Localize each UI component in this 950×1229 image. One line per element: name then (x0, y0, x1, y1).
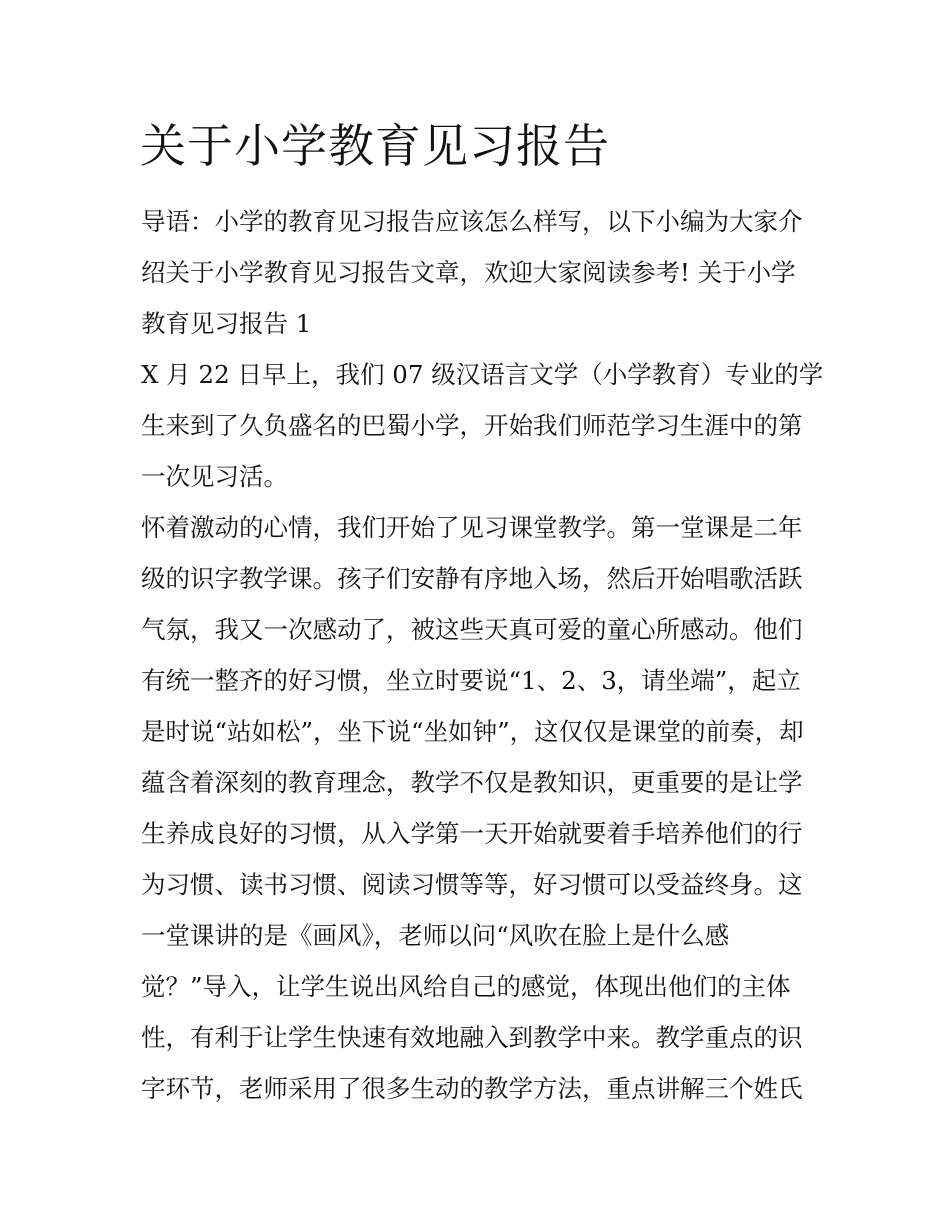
body-line: 一堂课讲的是《画风》，老师以问“风吹在脸上是什么感 (141, 921, 730, 950)
body-line: 绍关于小学教育见习报告文章，欢迎大家阅读参考! 关于小学 (141, 258, 796, 287)
body-line: 怀着激动的心情，我们开始了见习课堂教学。第一堂课是二年 (141, 513, 803, 542)
body-line: 气氛，我又一次感动了，被这些天真可爱的童心所感动。他们 (141, 615, 803, 644)
body-line: 为习惯、读书习惯、阅读习惯等等，好习惯可以受益终身。这 (141, 870, 803, 899)
body-line: 字环节，老师采用了很多生动的教学方法，重点讲解三个姓氏 (141, 1074, 803, 1103)
body-line: 生来到了久负盛名的巴蜀小学，开始我们师范学习生涯中的第 (141, 411, 803, 440)
body-line: 性，有利于让学生快速有效地融入到教学中来。教学重点的识 (141, 1023, 803, 1052)
document-title: 关于小学教育见习报告 (140, 119, 610, 173)
body-line: 蕴含着深刻的教育理念，教学不仅是教知识，更重要的是让学 (141, 768, 803, 797)
body-line: 教育见习报告 1 (141, 309, 312, 338)
body-line: 是时说“站如松”，坐下说“坐如钟”，这仅仅是课堂的前奏，却 (141, 717, 804, 746)
body-line: 有统一整齐的好习惯，坐立时要说“1、2、3，请坐端”，起立 (141, 666, 801, 695)
body-line: 生养成良好的习惯，从入学第一天开始就要着手培养他们的行 (141, 819, 803, 848)
body-line: 级的识字教学课。孩子们安静有序地入场，然后开始唱歌活跃 (141, 564, 803, 593)
body-line: X 月 22 日早上，我们 07 级汉语言文学（小学教育）专业的学 (141, 360, 824, 389)
body-line: 觉？”导入，让学生说出风给自己的感觉，体现出他们的主体 (141, 972, 791, 1001)
body-line: 一次见习活。 (141, 462, 288, 491)
body-line: 导语：小学的教育见习报告应该怎么样写，以下小编为大家介 (141, 207, 803, 236)
